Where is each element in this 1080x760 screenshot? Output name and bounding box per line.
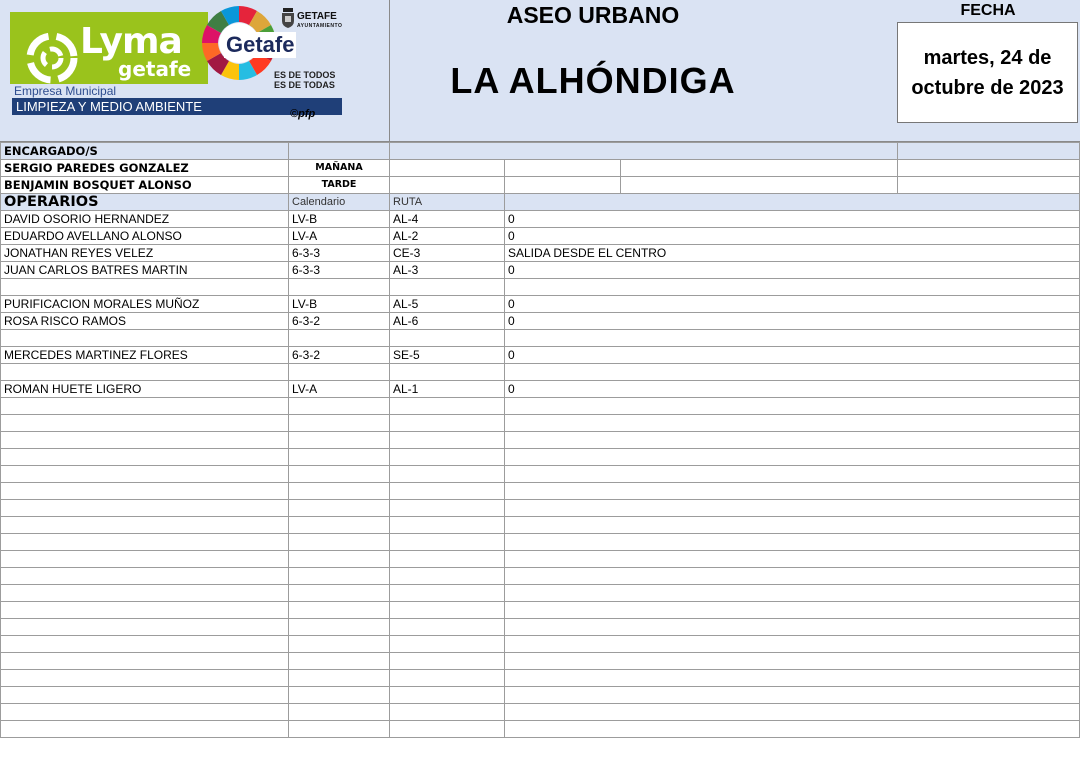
cell[interactable] — [505, 415, 1080, 432]
cell[interactable] — [289, 500, 390, 517]
calendario-header: Calendario — [289, 194, 390, 211]
operario-name[interactable]: JONATHAN REYES VELEZ — [1, 245, 289, 262]
cell[interactable] — [390, 653, 505, 670]
cell[interactable] — [289, 432, 390, 449]
cell[interactable] — [1, 551, 289, 568]
operarios-header-row — [1, 194, 1080, 211]
ayuntamiento-label: AYUNTAMIENTO — [297, 23, 343, 29]
operario-calendario[interactable] — [289, 279, 390, 296]
operario-calendario[interactable]: LV-A — [289, 381, 390, 398]
encargado-name[interactable]: SERGIO PAREDES GONZALEZ — [1, 160, 289, 177]
empty-row — [1, 585, 1080, 602]
lyma-wordmark: Lyma — [80, 21, 182, 62]
cell[interactable] — [390, 449, 505, 466]
operario-name[interactable]: JUAN CARLOS BATRES MARTIN — [1, 262, 289, 279]
cell[interactable] — [289, 687, 390, 704]
operario-name[interactable]: EDUARDO AVELLANO ALONSO — [1, 228, 289, 245]
cell[interactable] — [390, 551, 505, 568]
cell[interactable] — [1, 398, 289, 415]
cell[interactable] — [390, 517, 505, 534]
operario-calendario[interactable]: 6-3-3 — [289, 262, 390, 279]
cell[interactable] — [505, 704, 1080, 721]
operario-row — [1, 347, 1080, 364]
cell[interactable] — [505, 602, 1080, 619]
cell[interactable] — [505, 483, 1080, 500]
cell[interactable] — [505, 619, 1080, 636]
empty-row — [1, 619, 1080, 636]
cell[interactable] — [289, 636, 390, 653]
date-cell[interactable] — [897, 22, 1078, 123]
cell[interactable] — [1, 517, 289, 534]
operario-observacion[interactable]: SALIDA DESDE EL CENTRO — [505, 245, 1080, 262]
encargado-row — [1, 177, 1080, 194]
cell[interactable] — [505, 687, 1080, 704]
cell[interactable] — [289, 534, 390, 551]
cell[interactable] — [390, 466, 505, 483]
header-band — [0, 0, 1080, 142]
cell[interactable] — [1, 636, 289, 653]
empty-row — [1, 415, 1080, 432]
cell[interactable] — [898, 143, 1080, 160]
cell[interactable] — [289, 483, 390, 500]
cell[interactable] — [390, 534, 505, 551]
cell[interactable] — [289, 670, 390, 687]
operario-calendario[interactable]: 6-3-2 — [289, 347, 390, 364]
operario-observacion[interactable]: 0 — [505, 211, 1080, 228]
operario-ruta[interactable] — [390, 330, 505, 347]
operario-row — [1, 381, 1080, 398]
cell[interactable] — [1, 483, 289, 500]
operario-ruta[interactable]: AL-1 — [390, 381, 505, 398]
empty-row — [1, 483, 1080, 500]
cell[interactable] — [621, 160, 898, 177]
operario-ruta[interactable] — [390, 279, 505, 296]
operario-observacion[interactable]: 0 — [505, 262, 1080, 279]
operario-ruta[interactable]: AL-4 — [390, 211, 505, 228]
cell[interactable] — [289, 517, 390, 534]
encargado-row — [1, 160, 1080, 177]
empty-row — [1, 653, 1080, 670]
cell[interactable] — [505, 585, 1080, 602]
cell[interactable] — [289, 143, 390, 160]
cell[interactable] — [390, 143, 898, 160]
cell[interactable] — [1, 687, 289, 704]
empty-row — [1, 704, 1080, 721]
encargado-name[interactable]: BENJAMIN BOSQUET ALONSO — [1, 177, 289, 194]
operario-observacion[interactable]: 0 — [505, 296, 1080, 313]
cell[interactable] — [390, 432, 505, 449]
encargados-header-row — [1, 143, 1080, 160]
empty-row — [1, 449, 1080, 466]
cell[interactable] — [1, 568, 289, 585]
operario-name[interactable]: ROMAN HUETE LIGERO — [1, 381, 289, 398]
date-line-2: octubre de 2023 — [911, 76, 1064, 99]
cell[interactable] — [289, 398, 390, 415]
getafe-wordmark: Getafe — [226, 32, 295, 57]
cell[interactable] — [1, 619, 289, 636]
roster-table — [0, 142, 1080, 738]
cell[interactable] — [390, 415, 505, 432]
cell[interactable] — [898, 160, 1080, 177]
cell[interactable] — [289, 619, 390, 636]
cell[interactable] — [505, 466, 1080, 483]
department-bar: LIMPIEZA Y MEDIO AMBIENTE — [12, 98, 342, 115]
operario-row — [1, 296, 1080, 313]
cell[interactable] — [1, 602, 289, 619]
cell[interactable] — [289, 602, 390, 619]
empty-row — [1, 551, 1080, 568]
swirl-icon — [22, 28, 82, 88]
cell[interactable] — [505, 194, 1080, 211]
empty-row — [1, 432, 1080, 449]
cell[interactable] — [289, 568, 390, 585]
cell[interactable] — [390, 500, 505, 517]
cell[interactable] — [505, 449, 1080, 466]
empty-row — [1, 670, 1080, 687]
zone-title: LA ALHÓNDIGA — [450, 60, 736, 101]
cell[interactable] — [390, 687, 505, 704]
operario-row — [1, 262, 1080, 279]
lyma-getafe-logo — [2, 2, 343, 120]
operario-ruta[interactable]: AL-3 — [390, 262, 505, 279]
operario-observacion[interactable]: 0 — [505, 381, 1080, 398]
empty-row — [1, 602, 1080, 619]
empty-row — [1, 466, 1080, 483]
operarios-label: OPERARIOS — [1, 194, 289, 211]
empty-row — [1, 398, 1080, 415]
operario-ruta[interactable]: AL-5 — [390, 296, 505, 313]
cell[interactable] — [390, 704, 505, 721]
cell[interactable] — [505, 517, 1080, 534]
cell[interactable] — [621, 177, 898, 194]
cell[interactable] — [1, 721, 289, 738]
empty-row — [1, 534, 1080, 551]
operario-ruta[interactable] — [390, 364, 505, 381]
cell[interactable] — [505, 398, 1080, 415]
cell[interactable] — [289, 653, 390, 670]
operario-ruta[interactable]: AL-2 — [390, 228, 505, 245]
cell[interactable] — [289, 449, 390, 466]
operario-calendario[interactable]: 6-3-3 — [289, 245, 390, 262]
cell[interactable] — [505, 551, 1080, 568]
operario-calendario[interactable]: LV-A — [289, 228, 390, 245]
operario-ruta[interactable]: SE-5 — [390, 347, 505, 364]
ruta-header: RUTA — [390, 194, 505, 211]
cell[interactable] — [505, 653, 1080, 670]
operario-row — [1, 211, 1080, 228]
operario-calendario[interactable] — [289, 364, 390, 381]
cell[interactable] — [289, 585, 390, 602]
cell[interactable] — [390, 670, 505, 687]
cell[interactable] — [1, 704, 289, 721]
operario-observacion[interactable] — [505, 279, 1080, 296]
fecha-label: FECHA — [960, 2, 1016, 19]
empty-row — [1, 500, 1080, 517]
encargados-label: ENCARGADO/S — [1, 143, 289, 160]
operario-name[interactable]: ROSA RISCO RAMOS — [1, 313, 289, 330]
cell[interactable] — [1, 415, 289, 432]
slogan-line-2: ES DE TODAS — [274, 80, 335, 90]
operario-name[interactable] — [1, 279, 289, 296]
cell[interactable] — [390, 636, 505, 653]
operario-observacion[interactable]: 0 — [505, 228, 1080, 245]
header-divider — [389, 0, 390, 141]
slogan-line-1: ES DE TODOS — [274, 70, 336, 80]
cell[interactable] — [289, 551, 390, 568]
empty-row — [1, 721, 1080, 738]
cell[interactable] — [1, 432, 289, 449]
cell[interactable] — [390, 602, 505, 619]
operario-row — [1, 313, 1080, 330]
empty-row — [1, 517, 1080, 534]
empty-row — [1, 636, 1080, 653]
cell[interactable] — [1, 653, 289, 670]
copyright-mark: ©pfp — [290, 108, 316, 120]
cell[interactable] — [505, 534, 1080, 551]
coat-of-arms-icon — [280, 8, 296, 28]
cell[interactable] — [505, 721, 1080, 738]
empresa-municipal-label: Empresa Municipal — [14, 84, 117, 98]
slogan — [274, 70, 335, 90]
operario-row — [1, 330, 1080, 347]
encargado-shift[interactable]: MAÑANA — [289, 160, 390, 177]
operario-calendario[interactable]: LV-B — [289, 296, 390, 313]
cell[interactable] — [505, 160, 621, 177]
empty-row — [1, 568, 1080, 585]
cell[interactable] — [898, 177, 1080, 194]
cell[interactable] — [505, 670, 1080, 687]
cell[interactable] — [289, 721, 390, 738]
cell[interactable] — [390, 483, 505, 500]
cell[interactable] — [390, 619, 505, 636]
operario-name[interactable] — [1, 364, 289, 381]
cell[interactable] — [1, 500, 289, 517]
operario-calendario[interactable]: LV-B — [289, 211, 390, 228]
operario-ruta[interactable]: CE-3 — [390, 245, 505, 262]
operario-row — [1, 279, 1080, 296]
ayuntamiento-name: GETAFE — [297, 11, 337, 22]
encargado-shift[interactable]: TARDE — [289, 177, 390, 194]
lyma-logo-box — [10, 12, 208, 84]
operario-observacion[interactable] — [505, 330, 1080, 347]
cell[interactable] — [505, 568, 1080, 585]
operario-row — [1, 228, 1080, 245]
cell[interactable] — [1, 449, 289, 466]
cell[interactable] — [1, 466, 289, 483]
date-line-1: martes, 24 de — [923, 46, 1052, 69]
cell[interactable] — [505, 177, 621, 194]
cell[interactable] — [505, 636, 1080, 653]
cell[interactable] — [390, 398, 505, 415]
operario-observacion[interactable]: 0 — [505, 313, 1080, 330]
cell[interactable] — [1, 534, 289, 551]
empty-row — [1, 687, 1080, 704]
cell[interactable] — [289, 466, 390, 483]
cell[interactable] — [289, 415, 390, 432]
operario-name[interactable] — [1, 330, 289, 347]
operario-observacion[interactable] — [505, 364, 1080, 381]
cell[interactable] — [390, 568, 505, 585]
operario-calendario[interactable] — [289, 330, 390, 347]
operario-observacion[interactable]: 0 — [505, 347, 1080, 364]
cell[interactable] — [289, 704, 390, 721]
operario-row — [1, 245, 1080, 262]
service-title: ASEO URBANO — [506, 2, 680, 28]
operario-ruta[interactable]: AL-6 — [390, 313, 505, 330]
cell[interactable] — [390, 177, 505, 194]
operario-calendario[interactable]: 6-3-2 — [289, 313, 390, 330]
lyma-getafe-wordmark: getafe — [118, 57, 192, 81]
cell[interactable] — [390, 160, 505, 177]
operario-name[interactable]: PURIFICACION MORALES MUÑOZ — [1, 296, 289, 313]
cell[interactable] — [390, 585, 505, 602]
operario-row — [1, 364, 1080, 381]
cell[interactable] — [1, 585, 289, 602]
cell[interactable] — [390, 721, 505, 738]
operario-name[interactable]: DAVID OSORIO HERNANDEZ — [1, 211, 289, 228]
operario-name[interactable]: MERCEDES MARTINEZ FLORES — [1, 347, 289, 364]
cell[interactable] — [505, 432, 1080, 449]
cell[interactable] — [1, 670, 289, 687]
cell[interactable] — [505, 500, 1080, 517]
